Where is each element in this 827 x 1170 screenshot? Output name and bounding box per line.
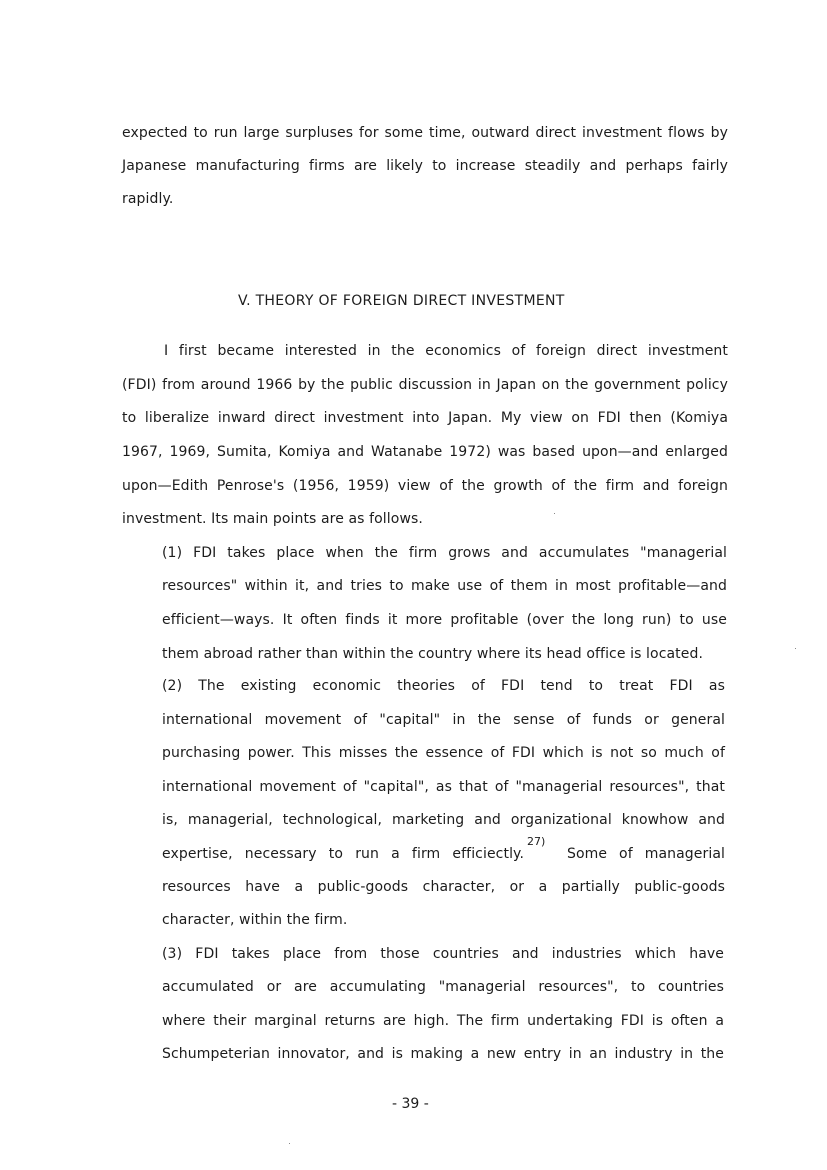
text-line: international movement of "capital" in the sense of funds or general: [162, 712, 725, 728]
footnote-reference: 27): [527, 835, 546, 848]
text-line: is, managerial, technological, marketing and organizational knowhow and: [162, 812, 725, 828]
text-line: rapidly.: [122, 191, 174, 207]
text-line: expertise, necessary to run a firm efficiectly.: [162, 846, 524, 862]
text-line: Some of managerial: [567, 846, 725, 862]
page-number: - 39 -: [392, 1096, 429, 1112]
text-line: accumulated or are accumulating "managerial resources", to countries: [162, 979, 724, 995]
text-line: I first became interested in the economics of foreign direct investment: [164, 343, 728, 359]
text-line: where their marginal returns are high. The firm undertaking FDI is often a: [162, 1013, 724, 1029]
text-line: purchasing power. This misses the essence of FDI which is not so much of: [162, 745, 725, 761]
text-line: character, within the firm.: [162, 912, 348, 928]
section-heading: V. THEORY OF FOREIGN DIRECT INVESTMENT: [238, 293, 565, 309]
text-line: to liberalize inward direct investment into Japan. My view on FDI then (Komiya: [122, 410, 728, 426]
text-line: (1) FDI takes place when the firm grows and accumulates "managerial: [162, 545, 727, 561]
scan-speck: [554, 513, 555, 514]
text-line: upon—Edith Penrose's (1956, 1959) view of the growth of the firm and foreign: [122, 478, 728, 494]
text-line: (3) FDI takes place from those countries and industries which have: [162, 946, 724, 962]
text-line: them abroad rather than within the country where its head office is located.: [162, 646, 704, 662]
text-line: international movement of "capital", as that of "managerial resources", that: [162, 779, 725, 795]
text-line: expected to run large surpluses for some time, outward direct investment flows by: [122, 125, 728, 141]
text-line: resources" within it, and tries to make use of them in most profitable—and: [162, 578, 727, 594]
text-line: Japanese manufacturing firms are likely to increase steadily and perhaps fairly: [122, 158, 728, 174]
text-line: 1967, 1969, Sumita, Komiya and Watanabe 1972) was based upon—and enlarged: [122, 444, 728, 460]
scan-speck: [289, 1143, 290, 1144]
text-line: investment. Its main points are as follows.: [122, 511, 423, 527]
text-line: Schumpeterian innovator, and is making a new entry in an industry in the: [162, 1046, 724, 1062]
text-line: resources have a public-goods character, or a partially public-goods: [162, 879, 725, 895]
text-line: (2) The existing economic theories of FDI tend to treat FDI as: [162, 678, 725, 694]
text-line: efficient—ways. It often finds it more profitable (over the long run) to use: [162, 612, 727, 628]
scan-speck: [795, 648, 796, 649]
text-line: (FDI) from around 1966 by the public discussion in Japan on the government policy: [122, 377, 728, 393]
